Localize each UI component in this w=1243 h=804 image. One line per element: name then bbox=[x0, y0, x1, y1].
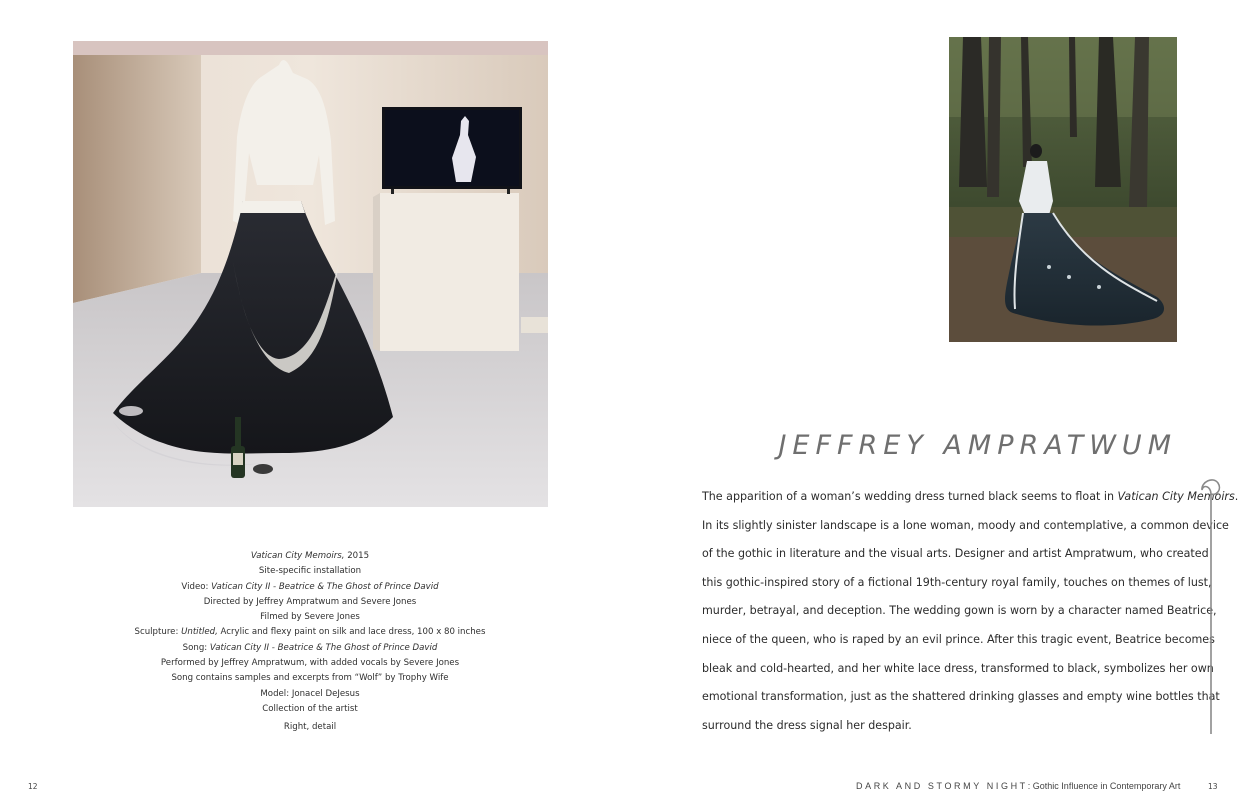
installation-photo bbox=[73, 41, 548, 507]
caption-line-song: Song: Vatican City II - Beatrice & The Ghost of Prince David bbox=[182, 642, 438, 653]
essay-line: emotional transformation, just as the shattered drinking glasses and empty wine bottles that bbox=[702, 690, 1220, 704]
forest-detail-photo bbox=[949, 37, 1177, 342]
artist-name-heading: JEFFREY AMPRATWUM bbox=[778, 430, 1177, 461]
caption-line-model: Model: Jonacel DeJesus bbox=[260, 688, 360, 699]
caption-detail-note: Right, detail bbox=[283, 722, 337, 733]
caption-line-filmed: Filmed by Severe Jones bbox=[260, 612, 360, 623]
caption-line-title: Vatican City Memoirs, 2015 bbox=[250, 551, 370, 561]
caption-line-medium: Site-specific installation bbox=[258, 566, 362, 577]
essay-line: of the gothic in literature and the visual arts. Designer and artist Ampratwum, who created bbox=[702, 547, 1209, 561]
artwork-caption bbox=[120, 549, 500, 736]
essay-line: surround the dress signal her despair. bbox=[702, 718, 912, 732]
page-number-left: 12 bbox=[28, 782, 38, 791]
page-number-right: 13 bbox=[1208, 782, 1218, 791]
essay-line: niece of the queen, who is raped by an evil prince. After this tragic event, Beatrice becomes bbox=[702, 632, 1215, 646]
caption-line-performed: Performed by Jeffrey Ampratwum, with added vocals by Severe Jones bbox=[160, 658, 460, 669]
running-footer-title: DARK AND STORMY NIGHT: Gothic Influence in Contemporary Art bbox=[856, 781, 1181, 791]
essay-paragraph bbox=[702, 483, 1239, 740]
caption-line-samples: Song contains samples and excerpts from “Wolf” by Trophy Wife bbox=[171, 673, 449, 684]
forest-detail-photo-art bbox=[949, 37, 1177, 342]
hook-ornament-icon bbox=[1199, 474, 1223, 736]
caption-line-sculpture: Sculpture: Untitled, Acrylic and flexy paint on silk and lace dress, 100 x 80 inches bbox=[134, 627, 486, 638]
essay-line: The apparition of a woman’s wedding dress turned black seems to float in Vatican City Memoirs. bbox=[702, 490, 1239, 503]
essay-line: murder, betrayal, and deception. The wedding gown is worn by a character named Beatrice, bbox=[702, 604, 1217, 618]
essay-line: bleak and cold-hearted, and her white lace dress, transformed to black, symbolizes her own bbox=[702, 661, 1214, 675]
caption-line-video: Video: Vatican City II - Beatrice & The Ghost of Prince David bbox=[181, 581, 439, 592]
caption-line-directed: Directed by Jeffrey Ampratwum and Severe Jones bbox=[203, 596, 417, 607]
essay-line: this gothic-inspired story of a fictional 19th-century royal family, touches on themes of lust, bbox=[702, 575, 1212, 589]
caption-line-collection: Collection of the artist bbox=[262, 703, 358, 714]
essay-line: In its slightly sinister landscape is a lone woman, moody and contemplative, a common device bbox=[702, 518, 1229, 532]
installation-photo-art bbox=[73, 41, 548, 507]
